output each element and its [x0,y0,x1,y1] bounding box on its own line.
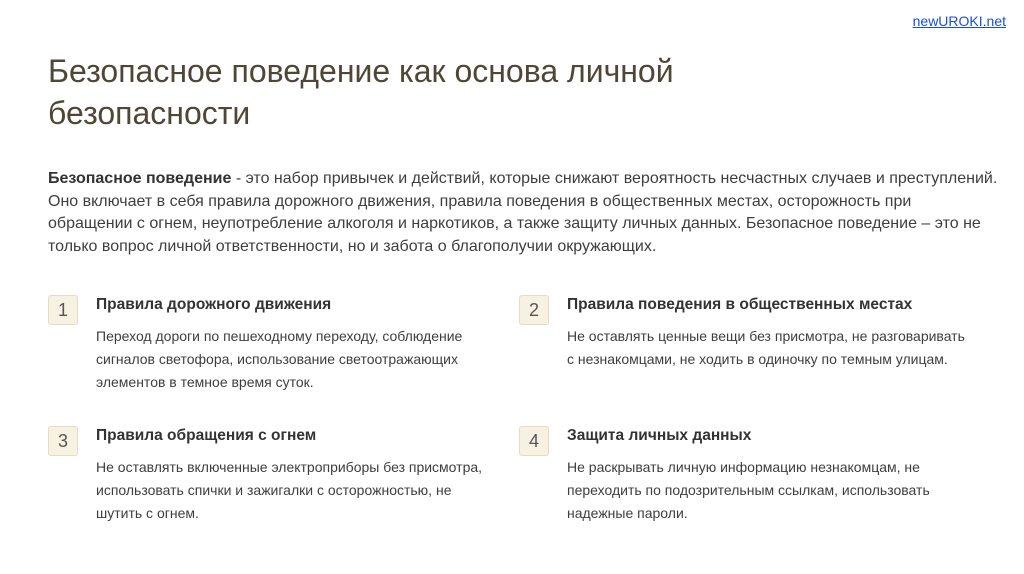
intro-bold-term: Безопасное поведение [48,170,232,187]
card-number-badge: 4 [519,426,549,456]
site-link[interactable]: newUROKI.net [912,13,1006,29]
card-title: Правила поведения в общественных местах [567,296,913,313]
intro-paragraph [48,168,998,258]
card-title: Защита личных данных [567,427,752,444]
card-title: Правила обращения с огнем [96,427,317,444]
card-text: Не оставлять ценные вещи без присмотра, не разговаривать с незнакомцами, не ходить в одиночку по темным улицам. [567,328,965,367]
card-text: Переход дороги по пешеходному переходу, соблюдение сигналов светофора, использование светоотражающих элементов в темное время суток. [96,328,463,390]
card-title: Правила дорожного движения [96,296,332,313]
card-number-badge: 2 [519,295,549,325]
card-text: Не оставлять включенные электроприборы без присмотра, использовать спички и зажигалки с осторожностью, не шутить с огнем. [96,459,483,521]
card-text: Не раскрывать личную информацию незнакомцам, не переходить по подозрительным ссылкам, использовать надежные пароли. [567,459,930,521]
page-title: Безопасное поведение как основа личной безопасности [48,53,674,131]
card-number-badge: 1 [48,295,78,325]
intro-text: - это набор привычек и действий, которые снижают вероятность несчастных случаев и преступлений. Оно включает в себя правила дорожного движения, правила поведения в общественных местах, осторожность при обращении с огнем, неупотребление алкоголя и наркотиков, а также защиту личных данных. Безопасное поведение – это не только вопрос личной ответственности, но и забота о благополучии окружающих. [48,170,998,255]
card-number-badge: 3 [48,426,78,456]
